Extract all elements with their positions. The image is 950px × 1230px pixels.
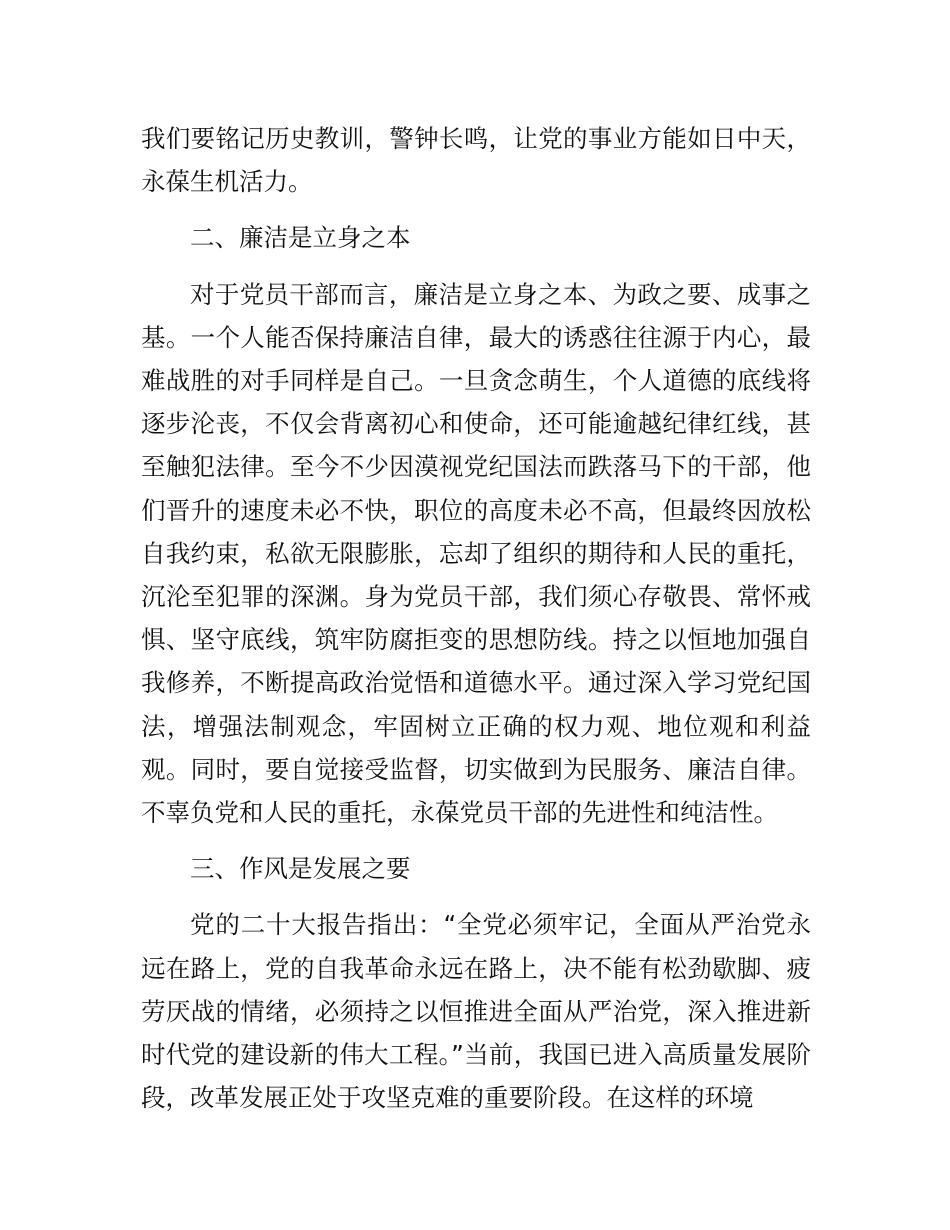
paragraph-work-style: 党的二十大报告指出：“全党必须牢记，全面从严治党永远在路上，党的自我革命永远在路上，决不能有松劲歇脚、疲劳厌战的情绪，必须持之以恒推进全面从严治党，深入推进新时代党的建设新的伟大工程。”当前，我国已进入高质量发展阶段，改革发展正处于攻坚克难的重要阶段。在这样的环境 xyxy=(141,910,811,1113)
paragraph-closing-line: 我们要铭记历史教训，警钟长鸣，让党的事业方能如日中天，永葆生机活力。 xyxy=(141,124,811,197)
section-heading-integrity: 二、廉洁是立身之本 xyxy=(190,223,411,253)
paragraph-integrity: 对于党员干部而言，廉洁是立身之本、为政之要、成事之基。一个人能否保持廉洁自律，最大的诱惑往往源于内心，最难战胜的对手同样是自己。一旦贪念萌生，个人道德的底线将逐步沦丧，不仅会背离初心和使命，还可能逾越纪律红线，甚至触犯法律。至今不少因漠视党纪国法而跌落马下的干部，他们晋升的速度未必不快，职位的高度未必不高，但最终因放松自我约束，私欲无限膨胀，忘却了组织的期待和人民的重托，沉沦至犯罪的深渊。身为党员干部，我们须心存敬畏、常怀戒惧、坚守底线，筑牢防腐拒变的思想防线。持之以恒地加强自我修养，不断提高政治觉悟和道德水平。通过深入学习党纪国法，增强法制观念，牢固树立正确的权力观、地位观和利益观。同时，要自觉接受监督，切实做到为民服务、廉洁自律。不辜负党和人民的重托，永葆党员干部的先进性和纯洁性。 xyxy=(141,279,811,828)
section-heading-work-style: 三、作风是发展之要 xyxy=(190,854,411,884)
document-body xyxy=(141,117,811,1119)
